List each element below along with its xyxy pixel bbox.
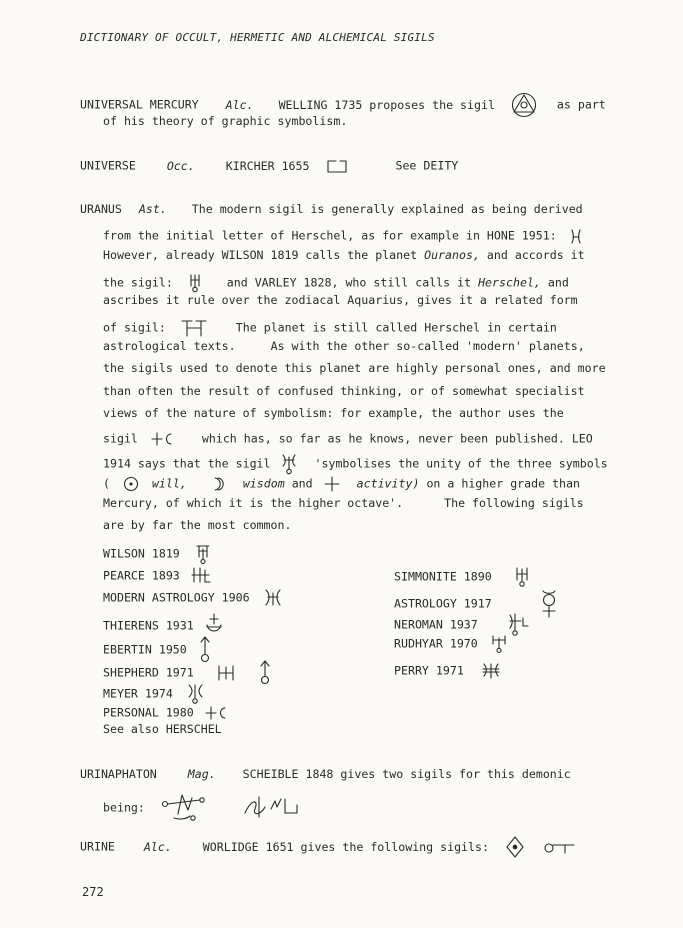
see-also-reference: See also HERSCHEL (103, 722, 222, 736)
sigil-attribution (394, 634, 507, 654)
attribution-label: RUDHYAR 1970 (394, 636, 478, 651)
attribution-label: EBERTIN 1950 (103, 642, 187, 657)
entry-abbr: Alc. (143, 839, 172, 854)
cross-symbol-icon (324, 476, 340, 492)
entry-text-line (103, 250, 585, 262)
text-span: The following sigils (444, 496, 584, 510)
leo-uranus-sigil-icon (280, 453, 298, 475)
text-span: astrological texts. (103, 339, 236, 353)
entry-text: SCHEIBLE 1848 gives two sigils for this demonic (242, 767, 571, 781)
entry-term: UNIVERSE (80, 158, 136, 173)
entry-term: UNIVERSAL MERCURY (80, 97, 199, 112)
entry-text: WORLIDGE 1651 gives the following sigils: (202, 839, 489, 854)
rudhyar-1970-sigil-icon (491, 634, 507, 654)
entry-text: WELLING 1735 proposes the sigil (278, 97, 495, 112)
text-span: and VARLEY 1828, who still calls it (226, 275, 472, 290)
demon-sigil-b-icon (241, 795, 299, 821)
text-span: activity) (356, 476, 420, 491)
entry-text-line (103, 498, 584, 510)
sigil-attribution (103, 543, 211, 565)
attribution-label: MODERN ASTROLOGY 1906 (103, 590, 250, 605)
entry-text-line: views of the nature of symbolism: for example, the author uses the (103, 406, 564, 420)
personal-1980-sigil-icon (205, 705, 227, 721)
entry-abbr: Occ. (166, 158, 195, 173)
circle-triangle-sigil-icon (510, 92, 538, 118)
neroman-1937-sigil-icon (507, 612, 529, 638)
entry-text-line (103, 227, 584, 245)
entry-text-line (103, 341, 585, 353)
entry-urine (80, 836, 575, 858)
wilson-1819-sigil-icon (195, 543, 211, 565)
entry-text-line: of his theory of graphic symbolism. (103, 114, 348, 128)
wilson-uranus-sigil-icon (188, 273, 202, 293)
text-span: Herschel, (478, 275, 541, 290)
entry-uranus (80, 204, 583, 216)
text-span: the sigil: (103, 275, 173, 290)
entry-text-line (103, 318, 557, 338)
attribution-label: ASTROLOGY 1917 (394, 596, 492, 611)
text-span: and (291, 476, 313, 491)
perry-1971-sigil-icon (481, 662, 501, 680)
text-span: Mercury, of which it is the higher octave'. (103, 496, 404, 510)
attribution-label: PERSONAL 1980 (103, 705, 194, 720)
sun-symbol-icon (123, 476, 139, 492)
text-span: will, (151, 476, 187, 491)
entry-abbr: Mag. (187, 767, 216, 781)
text-span: As with the other so-called 'modern' planets, (270, 339, 585, 353)
entry-text: The modern sigil is generally explained as being derived (191, 202, 583, 216)
text-span: ( (103, 476, 110, 491)
entry-text-line (103, 273, 569, 293)
meyer-1974-sigil-icon (186, 683, 204, 705)
author-uranus-sigil-icon (151, 431, 173, 447)
text-span: and accords it (486, 248, 585, 262)
text-span: from the initial letter of Herschel, as for example in HONE 1951: (103, 228, 557, 243)
demon-sigil-a-icon (160, 792, 212, 824)
entry-term: URINAPHATON (80, 767, 157, 781)
entry-text-line: the sigils used to denote this planet are highly personal ones, and more (103, 361, 606, 375)
entry-abbr: Ast. (138, 202, 167, 216)
text-span: Ouranos, (424, 248, 480, 262)
shepherd-1971-sigil-a-icon (217, 664, 235, 682)
sigil-attribution (394, 566, 529, 588)
entry-term: URINE (80, 839, 115, 854)
attribution-label: NEROMAN 1937 (394, 617, 478, 632)
varley-uranus-sigil-icon (181, 318, 207, 338)
sigil-attribution (103, 683, 204, 705)
sigil-attribution (103, 566, 211, 586)
running-header: DICTIONARY OF OCCULT, HERMETIC AND ALCHEMICAL SIGILS (80, 31, 435, 44)
pearce-1893-sigil-icon (191, 566, 211, 586)
simmonite-1890-sigil-icon (515, 566, 529, 588)
entry-text-line: ascribes it rule over the zodiacal Aquarius, gives it a related form (103, 293, 578, 307)
attribution-label: PEARCE 1893 (103, 568, 180, 583)
entry-text: KIRCHER 1655 (225, 158, 310, 173)
text-span: 'symbolises the unity of the three symbols (314, 456, 608, 471)
entry-abbr: Alc. (225, 97, 254, 112)
text-span: 1914 says that the sigil (103, 456, 271, 471)
entry-text-line (103, 453, 608, 475)
entry-text-cont: as part (556, 97, 606, 112)
entry-text-line: than often the result of confused thinking, or of somewhat specialist (103, 384, 585, 398)
open-square-sigil-icon (326, 158, 348, 174)
entry-text-line: are by far the most common. (103, 518, 292, 532)
text-span: wisdom (242, 476, 285, 491)
moon-symbol-icon (212, 476, 228, 492)
entry-text-line (103, 792, 299, 824)
attribution-label: SIMMONITE 1890 (394, 569, 492, 584)
modern-astrology-1906-sigil-icon (263, 588, 283, 608)
sigil-attribution (103, 705, 227, 721)
entry-term: URANUS (80, 202, 122, 216)
shepherd-1971-sigil-b-icon (258, 660, 272, 686)
text-span: which has, so far as he knows, never been published. LEO (201, 431, 593, 446)
attribution-label: THIERENS 1931 (103, 618, 194, 633)
attribution-label: SHEPHERD 1971 (103, 665, 194, 680)
entry-urinaphaton (80, 769, 571, 781)
attribution-label: PERRY 1971 (394, 663, 464, 678)
entry-text-line (103, 476, 580, 492)
text-span: on a higher grade than (426, 476, 580, 491)
diamond-dot-sigil-icon (506, 836, 524, 858)
entry-universe (80, 158, 458, 174)
text-span: being: (103, 800, 145, 815)
sigil-attribution (103, 588, 283, 608)
circle-cross-sigil-icon (543, 840, 575, 854)
text-span: The planet is still called Herschel in certain (235, 320, 557, 335)
text-span: of sigil: (103, 320, 166, 335)
page-number: 272 (82, 885, 104, 899)
text-span: However, already WILSON 1819 calls the planet (103, 248, 418, 262)
attribution-label: MEYER 1974 (103, 686, 173, 701)
attribution-label: WILSON 1819 (103, 546, 180, 561)
hone-uranus-sigil-icon (568, 227, 584, 245)
see-reference: See DEITY (395, 158, 459, 173)
text-span: sigil (103, 431, 138, 446)
sigil-attribution (394, 662, 501, 680)
astrology-1917-sigil-icon (539, 589, 559, 619)
text-span: and (547, 275, 569, 290)
entry-text-line (103, 431, 593, 447)
